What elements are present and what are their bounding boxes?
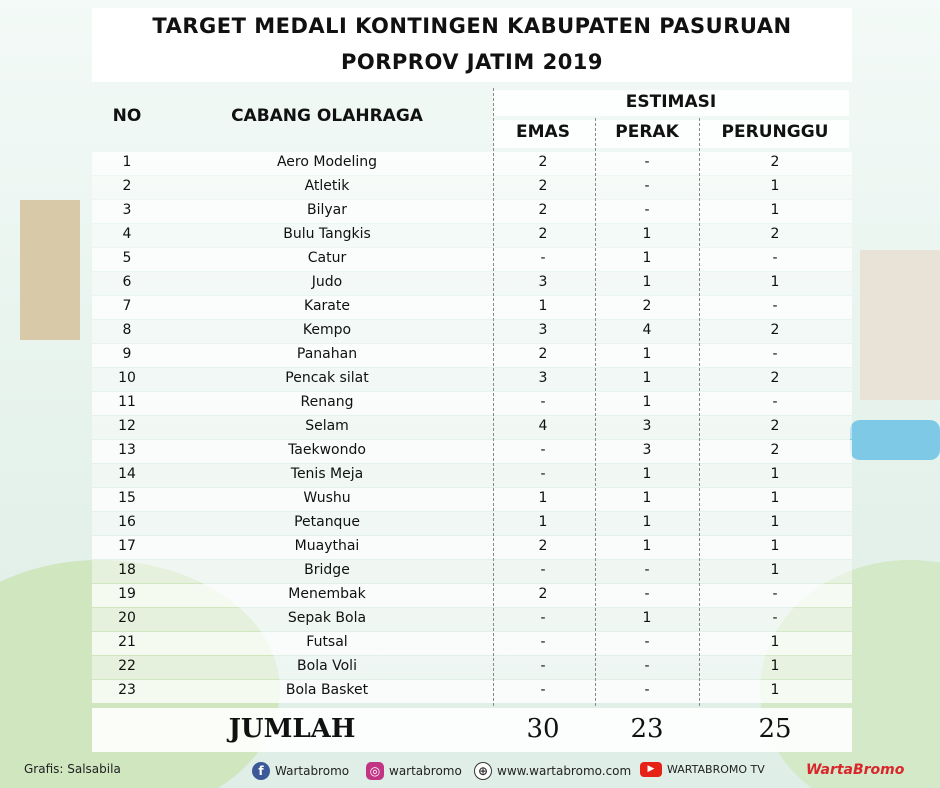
- row-no: 17: [118, 538, 136, 554]
- brand-logo: [806, 762, 904, 778]
- row-gold: -: [540, 466, 546, 482]
- facebook-label: Wartabromo: [275, 764, 350, 778]
- row-gold: 2: [538, 178, 548, 194]
- row-sport: Menembak: [288, 586, 366, 602]
- credit-text: Grafis: Salsabila: [24, 762, 121, 776]
- header-no: NO: [112, 106, 142, 126]
- background-water: [850, 420, 940, 460]
- table-row: [92, 176, 852, 199]
- row-no: 15: [118, 490, 136, 506]
- youtube-link[interactable]: [640, 762, 765, 777]
- row-gold: 4: [538, 418, 548, 434]
- table-row: [92, 392, 852, 415]
- row-sport: Atletik: [304, 178, 350, 194]
- row-silver: -: [644, 634, 650, 650]
- row-gold: 3: [538, 274, 548, 290]
- row-silver: 1: [642, 610, 652, 626]
- table-row: [92, 656, 852, 679]
- table-row: [92, 368, 852, 391]
- row-sport: Bilyar: [306, 202, 347, 218]
- row-no: 13: [118, 442, 136, 458]
- table-row: [92, 416, 852, 439]
- table-row: [92, 536, 852, 559]
- row-gold: 3: [538, 370, 548, 386]
- page-subtitle: PORPROV JATIM 2019: [340, 50, 604, 74]
- row-silver: 1: [642, 274, 652, 290]
- row-silver: -: [644, 658, 650, 674]
- row-bronze: 2: [770, 442, 780, 458]
- row-gold: 1: [538, 490, 548, 506]
- row-no: 10: [118, 370, 136, 386]
- header-gold: EMAS: [516, 122, 570, 142]
- row-bronze: 1: [770, 202, 780, 218]
- row-bronze: 1: [770, 682, 780, 698]
- row-bronze: 1: [770, 658, 780, 674]
- row-gold: -: [540, 658, 546, 674]
- row-gold: -: [540, 634, 546, 650]
- row-silver: 1: [642, 250, 652, 266]
- row-no: 1: [122, 154, 132, 170]
- table-row: [92, 488, 852, 511]
- row-gold: -: [540, 610, 546, 626]
- row-silver: 1: [642, 370, 652, 386]
- row-silver: 1: [642, 226, 652, 242]
- row-sport: Renang: [300, 394, 354, 410]
- row-sport: Bola Voli: [297, 658, 357, 674]
- column-divider: [493, 88, 494, 706]
- row-gold: 2: [538, 226, 548, 242]
- row-gold: 2: [538, 586, 548, 602]
- facebook-link[interactable]: [252, 762, 349, 780]
- header-estimate: ESTIMASI: [625, 92, 717, 112]
- row-sport: Sepak Bola: [287, 610, 367, 626]
- row-sport: Panahan: [296, 346, 358, 362]
- table-row: [92, 344, 852, 367]
- row-bronze: 1: [770, 562, 780, 578]
- footer: [0, 752, 940, 788]
- row-no: 3: [122, 202, 132, 218]
- row-sport: Bola Basket: [285, 682, 369, 698]
- total-row: [92, 708, 852, 752]
- facebook-icon: f: [252, 762, 270, 780]
- row-sport: Selam: [305, 418, 349, 434]
- row-sport: Muaythai: [294, 538, 360, 554]
- row-sport: Catur: [307, 250, 347, 266]
- table-row: [92, 512, 852, 535]
- website-label: www.wartabromo.com: [497, 764, 632, 778]
- row-silver: 4: [642, 322, 652, 338]
- table-row: [92, 152, 852, 175]
- row-bronze: -: [772, 394, 778, 410]
- row-gold: 3: [538, 322, 548, 338]
- header-bronze: PERUNGGU: [721, 122, 829, 142]
- instagram-link[interactable]: [366, 762, 462, 780]
- row-no: 21: [118, 634, 136, 650]
- instagram-label: wartabromo: [389, 764, 462, 778]
- row-silver: -: [644, 586, 650, 602]
- row-no: 22: [118, 658, 136, 674]
- row-bronze: 1: [770, 538, 780, 554]
- row-no: 18: [118, 562, 136, 578]
- row-no: 14: [118, 466, 136, 482]
- row-no: 6: [122, 274, 132, 290]
- row-sport: Karate: [304, 298, 350, 314]
- row-silver: 1: [642, 538, 652, 554]
- row-bronze: 2: [770, 226, 780, 242]
- row-bronze: 2: [770, 370, 780, 386]
- table-row: [92, 200, 852, 223]
- row-gold: 1: [538, 298, 548, 314]
- row-gold: -: [540, 442, 546, 458]
- row-sport: Judo: [311, 274, 343, 290]
- total-label: JUMLAH: [228, 714, 356, 744]
- row-sport: Bridge: [304, 562, 350, 578]
- row-gold: 2: [538, 538, 548, 554]
- row-sport: Taekwondo: [288, 442, 366, 458]
- row-no: 23: [118, 682, 136, 698]
- table-row: [92, 560, 852, 583]
- table-row: [92, 632, 852, 655]
- table-row: [92, 584, 852, 607]
- row-silver: -: [644, 682, 650, 698]
- row-bronze: 2: [770, 154, 780, 170]
- row-no: 2: [122, 178, 132, 194]
- row-silver: -: [644, 154, 650, 170]
- row-gold: -: [540, 682, 546, 698]
- row-no: 19: [118, 586, 136, 602]
- row-sport: Wushu: [303, 490, 351, 506]
- youtube-label: WARTABROMO TV: [667, 763, 765, 776]
- row-silver: -: [644, 202, 650, 218]
- row-bronze: -: [772, 298, 778, 314]
- row-silver: 3: [642, 442, 652, 458]
- background-building: [860, 250, 940, 400]
- row-bronze: 1: [770, 490, 780, 506]
- website-link[interactable]: [474, 762, 631, 780]
- row-sport: Petanque: [294, 514, 360, 530]
- row-silver: 3: [642, 418, 652, 434]
- row-bronze: -: [772, 610, 778, 626]
- row-sport: Kempo: [302, 322, 352, 338]
- row-silver: 1: [642, 514, 652, 530]
- row-sport: Aero Modeling: [276, 154, 378, 170]
- row-gold: 2: [538, 202, 548, 218]
- row-silver: 1: [642, 346, 652, 362]
- background-gate: [20, 200, 80, 340]
- row-silver: 1: [642, 394, 652, 410]
- row-no: 16: [118, 514, 136, 530]
- row-no: 12: [118, 418, 136, 434]
- credit: [24, 762, 121, 776]
- row-silver: 1: [642, 490, 652, 506]
- row-gold: 2: [538, 154, 548, 170]
- table-row: [92, 296, 852, 319]
- row-bronze: -: [772, 346, 778, 362]
- row-gold: 2: [538, 346, 548, 362]
- row-bronze: 1: [770, 634, 780, 650]
- row-bronze: -: [772, 250, 778, 266]
- row-gold: 1: [538, 514, 548, 530]
- table-row: [92, 224, 852, 247]
- row-gold: -: [540, 250, 546, 266]
- row-sport: Tenis Meja: [290, 466, 364, 482]
- instagram-icon: ◎: [366, 762, 384, 780]
- row-silver: 1: [642, 466, 652, 482]
- table-row: [92, 440, 852, 463]
- column-divider: [699, 118, 700, 706]
- row-silver: -: [644, 178, 650, 194]
- total-gold: 30: [526, 714, 560, 744]
- header-silver: PERAK: [615, 122, 679, 142]
- header-sport: CABANG OLAHRAGA: [231, 106, 423, 126]
- page-title: TARGET MEDALI KONTINGEN KABUPATEN PASURUAN: [152, 14, 792, 38]
- row-bronze: 2: [770, 322, 780, 338]
- table-row: [92, 464, 852, 487]
- table-row: [92, 272, 852, 295]
- row-bronze: 1: [770, 178, 780, 194]
- brand-logo-text: WartaBromo: [806, 762, 905, 778]
- row-no: 4: [122, 226, 132, 242]
- row-no: 9: [122, 346, 132, 362]
- row-silver: -: [644, 562, 650, 578]
- row-bronze: 2: [770, 418, 780, 434]
- row-bronze: 1: [770, 514, 780, 530]
- row-bronze: -: [772, 586, 778, 602]
- row-sport: Pencak silat: [285, 370, 369, 386]
- row-no: 20: [118, 610, 136, 626]
- row-gold: -: [540, 394, 546, 410]
- table-row: [92, 608, 852, 631]
- row-no: 11: [118, 394, 136, 410]
- row-gold: -: [540, 562, 546, 578]
- row-sport: Bulu Tangkis: [283, 226, 371, 242]
- row-silver: 2: [642, 298, 652, 314]
- row-no: 7: [122, 298, 132, 314]
- youtube-icon: ▶: [640, 762, 662, 777]
- table-row: [92, 320, 852, 343]
- globe-icon: ⊕: [474, 762, 492, 780]
- row-no: 5: [122, 250, 132, 266]
- total-silver: 23: [630, 714, 664, 744]
- total-bronze: 25: [758, 714, 792, 744]
- table-row: [92, 248, 852, 271]
- table-row: [92, 680, 852, 703]
- title-box: [92, 8, 852, 82]
- row-sport: Futsal: [306, 634, 348, 650]
- column-divider: [595, 118, 596, 706]
- row-no: 8: [122, 322, 132, 338]
- row-bronze: 1: [770, 274, 780, 290]
- row-bronze: 1: [770, 466, 780, 482]
